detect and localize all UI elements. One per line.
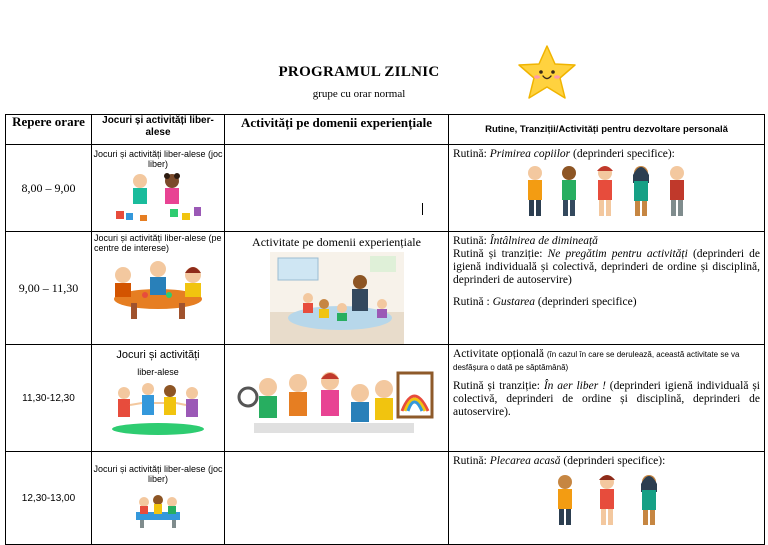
routine-label-2b: Rutină și tranziție:	[453, 248, 543, 260]
routine-name-2a: Întâlnirea de dimineață	[489, 235, 598, 247]
children-playing-blocks-illustration	[110, 171, 206, 223]
routine-label-3: Rutină și tranziție:	[453, 380, 540, 392]
routine-detail-4: (deprinderi specifice):	[563, 455, 666, 467]
time-slot-3: 11,30-12,30	[6, 345, 92, 452]
schedule-table	[5, 114, 765, 545]
page-subtitle: grupe cu orar normal	[312, 88, 406, 100]
games-cell-3	[92, 345, 225, 452]
routine-detail-3: (deprinderi igienă individuală și colectivă, deprinderi de ordine și disciplină, deprinderi de autoservire).	[453, 380, 760, 418]
activity-cell-3	[225, 345, 449, 452]
routine-cell-4	[449, 452, 765, 545]
text-cursor	[422, 203, 423, 215]
games-cell-1	[92, 145, 225, 232]
routine-name-4: Plecarea acasă	[489, 455, 561, 467]
header-routines: Rutine, Tranziții/Activități pentru dezvoltare personală	[449, 115, 765, 145]
activity-cell-2	[225, 232, 449, 345]
children-dancing-illustration	[108, 379, 208, 437]
smiling-star-icon	[515, 44, 579, 100]
routine-cell-1	[449, 145, 765, 232]
children-welcome-illustration	[517, 163, 697, 221]
games-cell-4	[92, 452, 225, 545]
header-activities: Activități pe domenii experiențiale	[225, 115, 449, 145]
time-slot-1: 8,00 – 9,00	[6, 145, 92, 232]
games-cell-2	[92, 232, 225, 345]
time-slot-2: 9,00 – 11,30	[6, 232, 92, 345]
activity-cell-4	[225, 452, 449, 545]
routine-detail-2c: (deprinderi specifice)	[537, 296, 637, 308]
children-going-home-illustration	[547, 472, 667, 530]
games-caption-3b: liber-alese	[137, 367, 179, 377]
routine-name-2c: Gustarea	[492, 296, 536, 308]
routine-label-1: Rutină:	[453, 148, 487, 160]
header-times: Repere orare	[6, 115, 92, 145]
games-caption-1: Jocuri și activități liber-alese (joc liber)	[93, 149, 223, 169]
optional-activity-label: Activitate opțională	[453, 348, 545, 360]
routine-label-2c: Rutină :	[453, 296, 490, 308]
children-playing-table-illustration	[132, 494, 184, 528]
optional-activity-note: (în cazul în care se derulează, această activitate se va desfășura o dată pe săptămână)	[453, 350, 740, 372]
routine-detail-1: (deprinderi specifice):	[573, 148, 675, 160]
games-caption-4: Jocuri și activități liber-alese (joc liber)	[93, 464, 223, 484]
routine-name-3: În aer liber !	[543, 380, 606, 392]
children-learning-illustration	[234, 367, 440, 437]
routine-name-1: Primirea copiilor	[489, 148, 571, 160]
routine-cell-2	[449, 232, 765, 345]
classroom-circle-illustration	[270, 252, 404, 344]
routine-label-2a: Rutină:	[453, 235, 487, 247]
activity-label-2: Activitate pe domenii experiențiale	[252, 235, 421, 249]
time-slot-4: 12,30-13,00	[6, 452, 92, 545]
routine-name-2b: Ne pregătim pentru activități	[547, 248, 688, 260]
routine-label-4: Rutină:	[453, 455, 487, 467]
routine-cell-3	[449, 345, 765, 452]
activity-cell-1	[225, 145, 449, 232]
page-title: PROGRAMUL ZILNIC	[278, 64, 440, 80]
routine-detail-2b: (deprinderi de igienă individuală și colectivă, deprinderi de ordine și disciplină, deprinderi de autoservire)	[453, 248, 761, 286]
games-caption-2: Jocuri și activități liber-alese (pe centre de interese)	[94, 233, 222, 253]
games-caption-3a: Jocuri și activități	[116, 349, 200, 361]
header-games: Jocuri și activități liber-alese	[92, 115, 225, 145]
children-at-table-illustration	[103, 255, 213, 321]
